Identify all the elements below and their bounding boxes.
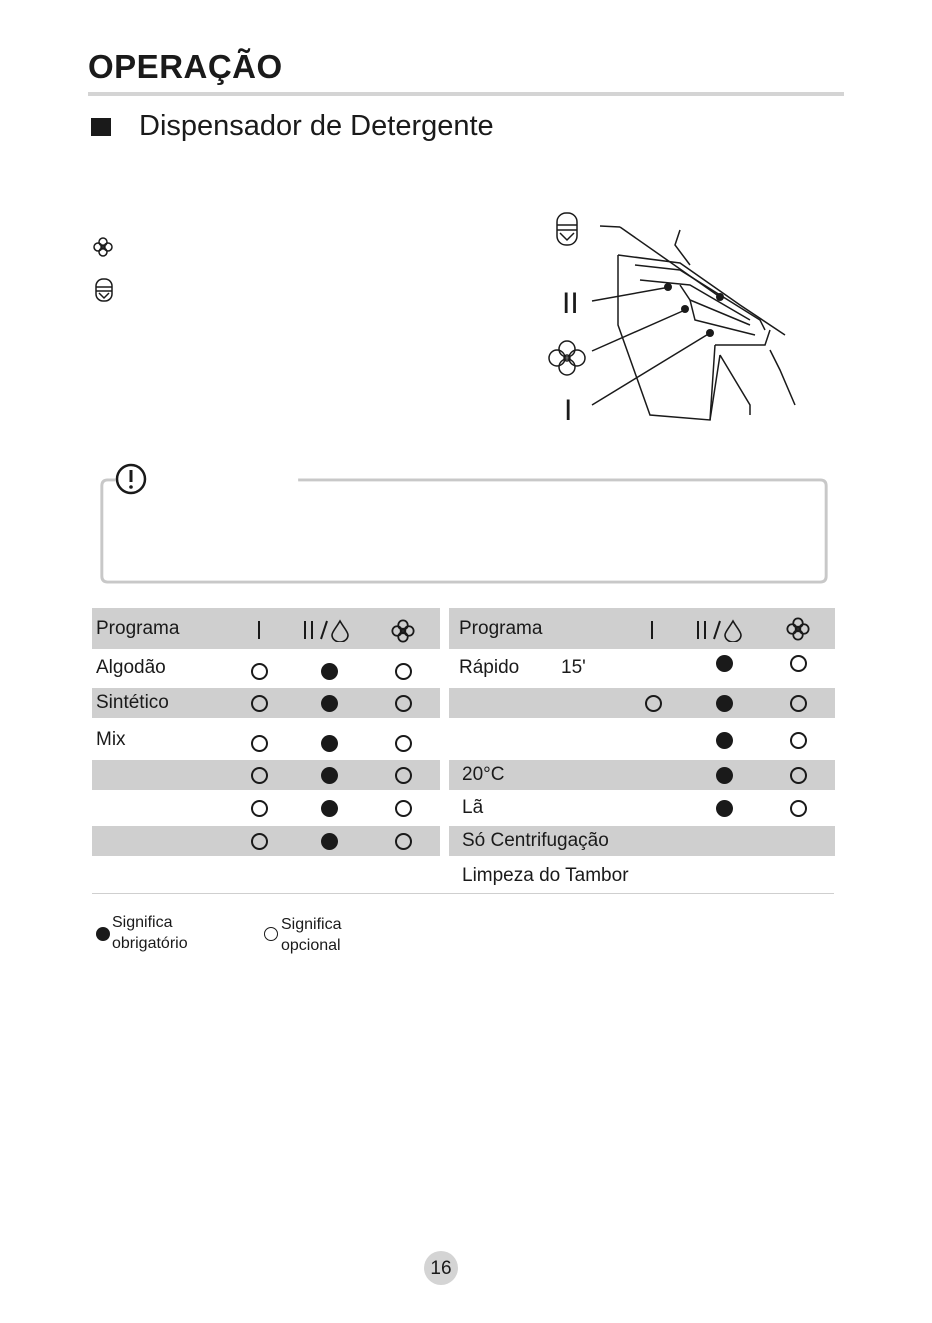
legend-empty-dot [264, 927, 278, 941]
table-row [449, 650, 835, 686]
dose-empty-dot [790, 732, 807, 749]
dose-filled-dot [321, 663, 338, 680]
table-row [449, 688, 835, 718]
table-row [449, 760, 835, 790]
header-program-label: Programa [459, 618, 543, 639]
dose-empty-dot [790, 800, 807, 817]
dose-empty-dot [395, 735, 412, 752]
compartment-ii-drop-icon [695, 618, 749, 642]
table-row [449, 860, 835, 892]
dose-filled-dot [716, 695, 733, 712]
table-header-row [92, 608, 440, 649]
diagram-detergent-container-icon [557, 213, 577, 245]
dose-empty-dot [790, 655, 807, 672]
legend-empty-line1: Significa [281, 916, 342, 933]
diagram-label-ii: II [562, 287, 579, 320]
table-header-row [449, 608, 835, 649]
dose-empty-dot [395, 767, 412, 784]
program-duration: 15' [561, 657, 586, 678]
legend-filled-dot [96, 927, 110, 941]
dose-empty-dot [251, 767, 268, 784]
dose-empty-dot [251, 735, 268, 752]
dose-filled-dot [716, 800, 733, 817]
dose-empty-dot [395, 800, 412, 817]
section-title: Dispensador de Detergente [139, 110, 494, 142]
page-number: 16 [430, 1258, 452, 1279]
table-row [449, 826, 835, 856]
dose-filled-dot [716, 655, 733, 672]
note-box [94, 478, 834, 584]
legend-filled-text [112, 912, 188, 954]
table-row [449, 722, 835, 758]
softener-flower-icon [785, 616, 811, 642]
diagram-label-i: I [564, 394, 573, 427]
dose-filled-dot [716, 767, 733, 784]
compartment-i-icon [255, 619, 263, 641]
dose-filled-dot [321, 800, 338, 817]
dose-filled-dot [321, 767, 338, 784]
warning-exclamation-icon [114, 462, 148, 496]
dose-filled-dot [321, 735, 338, 752]
program-name: Só Centrifugação [462, 830, 609, 851]
legend-filled-line2: obrigatório [112, 935, 188, 952]
title-divider [88, 92, 844, 96]
program-name: Sintético [96, 692, 169, 713]
program-name: Rápido [459, 657, 520, 678]
table-row [449, 792, 835, 824]
softener-flower-icon [92, 236, 114, 258]
dose-empty-dot [251, 833, 268, 850]
dose-empty-dot [251, 800, 268, 817]
legend-empty-text [281, 914, 341, 956]
legend-filled-line1: Significa [112, 914, 173, 931]
dose-empty-dot [395, 695, 412, 712]
detergent-container-icon [94, 277, 114, 303]
dispenser-diagram [540, 205, 810, 430]
diagram-softener-flower-icon [549, 341, 585, 375]
dose-empty-dot [251, 663, 268, 680]
dose-empty-dot [395, 833, 412, 850]
dose-empty-dot [395, 663, 412, 680]
program-name: Mix [96, 729, 126, 750]
header-program-label: Programa [96, 618, 180, 639]
section-bullet-square [91, 118, 111, 136]
compartment-ii-drop-icon [302, 618, 356, 642]
program-name: Lã [462, 797, 484, 818]
dose-empty-dot [251, 695, 268, 712]
page-title: OPERAÇÃO [88, 48, 283, 85]
legend-empty-line2: opcional [281, 937, 341, 954]
dose-empty-dot [790, 767, 807, 784]
dose-filled-dot [716, 732, 733, 749]
program-name: 20°C [462, 764, 505, 785]
dose-empty-dot [790, 695, 807, 712]
dose-filled-dot [321, 833, 338, 850]
dose-filled-dot [321, 695, 338, 712]
table-bottom-rule [92, 893, 834, 894]
compartment-i-icon [648, 619, 656, 641]
softener-flower-icon [390, 618, 416, 644]
program-name: Limpeza do Tambor [462, 865, 629, 886]
program-name: Algodão [96, 657, 166, 678]
dose-empty-dot [645, 695, 662, 712]
